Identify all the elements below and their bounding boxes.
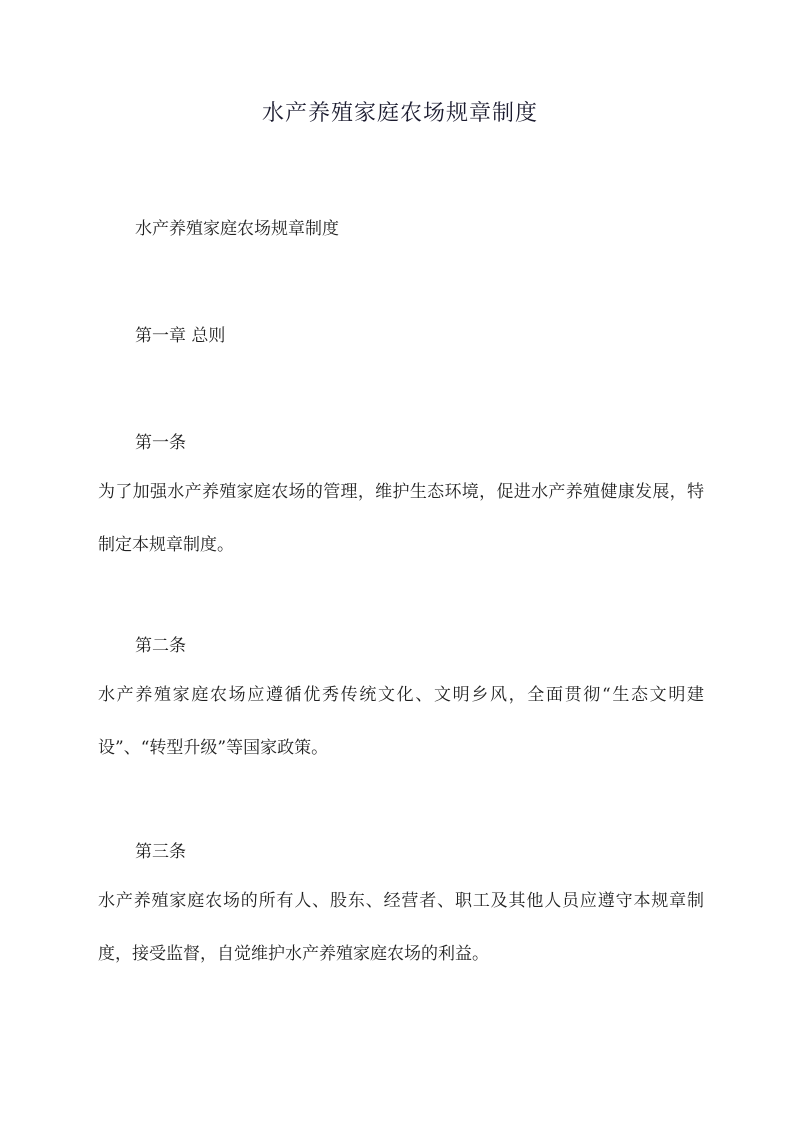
document-subtitle: 水产养殖家庭农场规章制度 xyxy=(135,219,339,239)
page-title: 水产养殖家庭农场规章制度 xyxy=(261,101,538,126)
article-1-text: 为了加强水产养殖家庭农场的管理，维护生态环境，促进水产养殖健康发展，特制定本规章制度。 xyxy=(98,482,704,555)
article-3-text: 水产养殖家庭农场的所有人、股东、经营者、职工及其他人员应遵守本规章制度，接受监督，自觉维护水产养殖家庭农场的利益。 xyxy=(98,891,704,964)
article-2-text: 水产养殖家庭农场应遵循优秀传统文化、文明乡风，全面贯彻“生态文明建设”、“转型升级”等国家政策。 xyxy=(98,685,704,758)
article-3-heading: 第三条 xyxy=(135,842,186,862)
chapter-heading: 第一章 总则 xyxy=(135,326,226,346)
article-1-heading: 第一条 xyxy=(135,433,186,453)
article-2-heading: 第二条 xyxy=(135,636,186,656)
